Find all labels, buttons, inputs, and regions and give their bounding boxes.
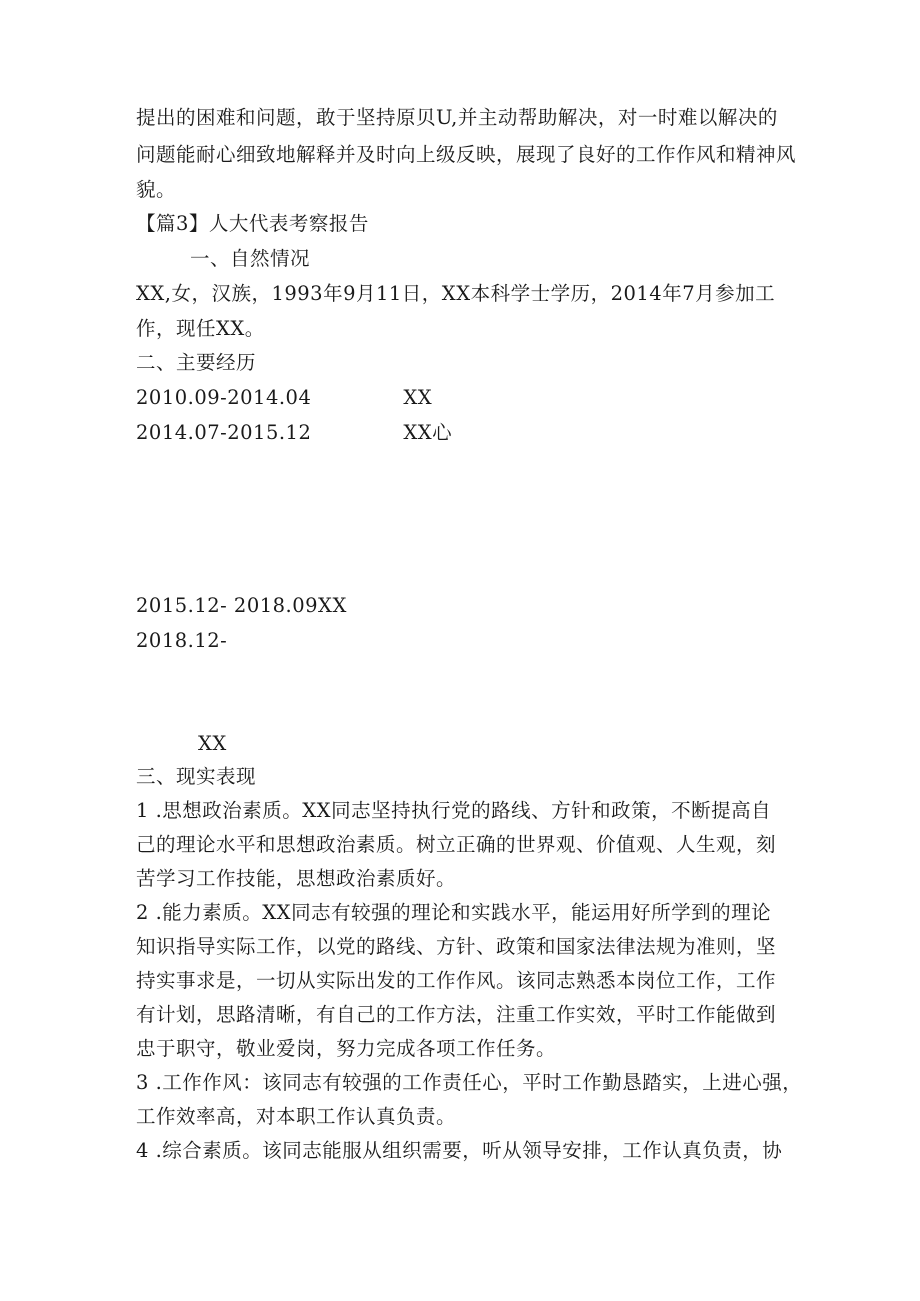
list-item-line: 工作效率高，对本职工作认真负责。 [136, 1105, 457, 1128]
heading-natural-info: 一、自然情况 [190, 247, 311, 270]
history-row [136, 420, 452, 446]
heading-performance: 三、现实表现 [136, 765, 257, 788]
list-item-line: 忠于职守，敬业爱岗，努力完成各项工作任务。 [136, 1037, 557, 1060]
paragraph-line: 提出的困难和问题，敢于坚持原贝U,并主动帮助解决，对一时难以解决的 [136, 106, 778, 129]
history-row: 2018.12- [136, 629, 228, 652]
paragraph-line: 问题能耐心细致地解释并及时向上级反映，展现了良好的工作作风和精神风 [136, 143, 797, 166]
paragraph-line: XX,女，汉族，1993年9月11日，XX本科学士学历，2014年7月参加工 [136, 282, 776, 305]
history-desc: XX [403, 386, 433, 409]
history-row [136, 385, 432, 411]
list-item-line: 苦学习工作技能，思想政治素质好。 [136, 867, 457, 890]
history-period: 2014.07-2015.12 [136, 421, 312, 444]
history-period: 2010.09-2014.04 [136, 386, 312, 409]
history-desc: XX心 [403, 421, 453, 444]
list-item-line: 3 .工作作风：该同志有较强的工作责任心，平时工作勤恳踏实，上进心强， [136, 1071, 803, 1094]
paragraph-line: 貌。 [136, 178, 177, 201]
section-title: 【篇3】人大代表考察报告 [136, 212, 369, 235]
history-row: XX [198, 732, 227, 755]
paragraph-line: 作，现任XX。 [136, 317, 265, 340]
heading-main-history: 二、主要经历 [136, 351, 257, 374]
list-item-line: 有计划，思路清晰，有自己的工作方法，注重工作实效，平时工作能做到 [136, 1003, 777, 1026]
list-item-line: 知识指导实际工作，以党的路线、方针、政策和国家法律法规为准则，坚 [136, 935, 777, 958]
list-item-line: 持实事求是，一切从实际出发的工作作风。该同志熟悉本岗位工作，工作 [136, 969, 777, 992]
list-item-line: 2 .能力素质。XX同志有较强的理论和实践水平，能运用好所学到的理论 [136, 901, 772, 924]
history-row: 2015.12- 2018.09XX [136, 594, 347, 617]
list-item-line: 1 .思想政治素质。XX同志坚持执行党的路线、方针和政策，不断提高自 [136, 799, 772, 822]
list-item-line: 己的理论水平和思想政治素质。树立正确的世界观、价值观、人生观，刻 [136, 833, 777, 856]
list-item-line: 4 .综合素质。该同志能服从组织需要，听从领导安排，工作认真负责，协 [136, 1139, 783, 1162]
